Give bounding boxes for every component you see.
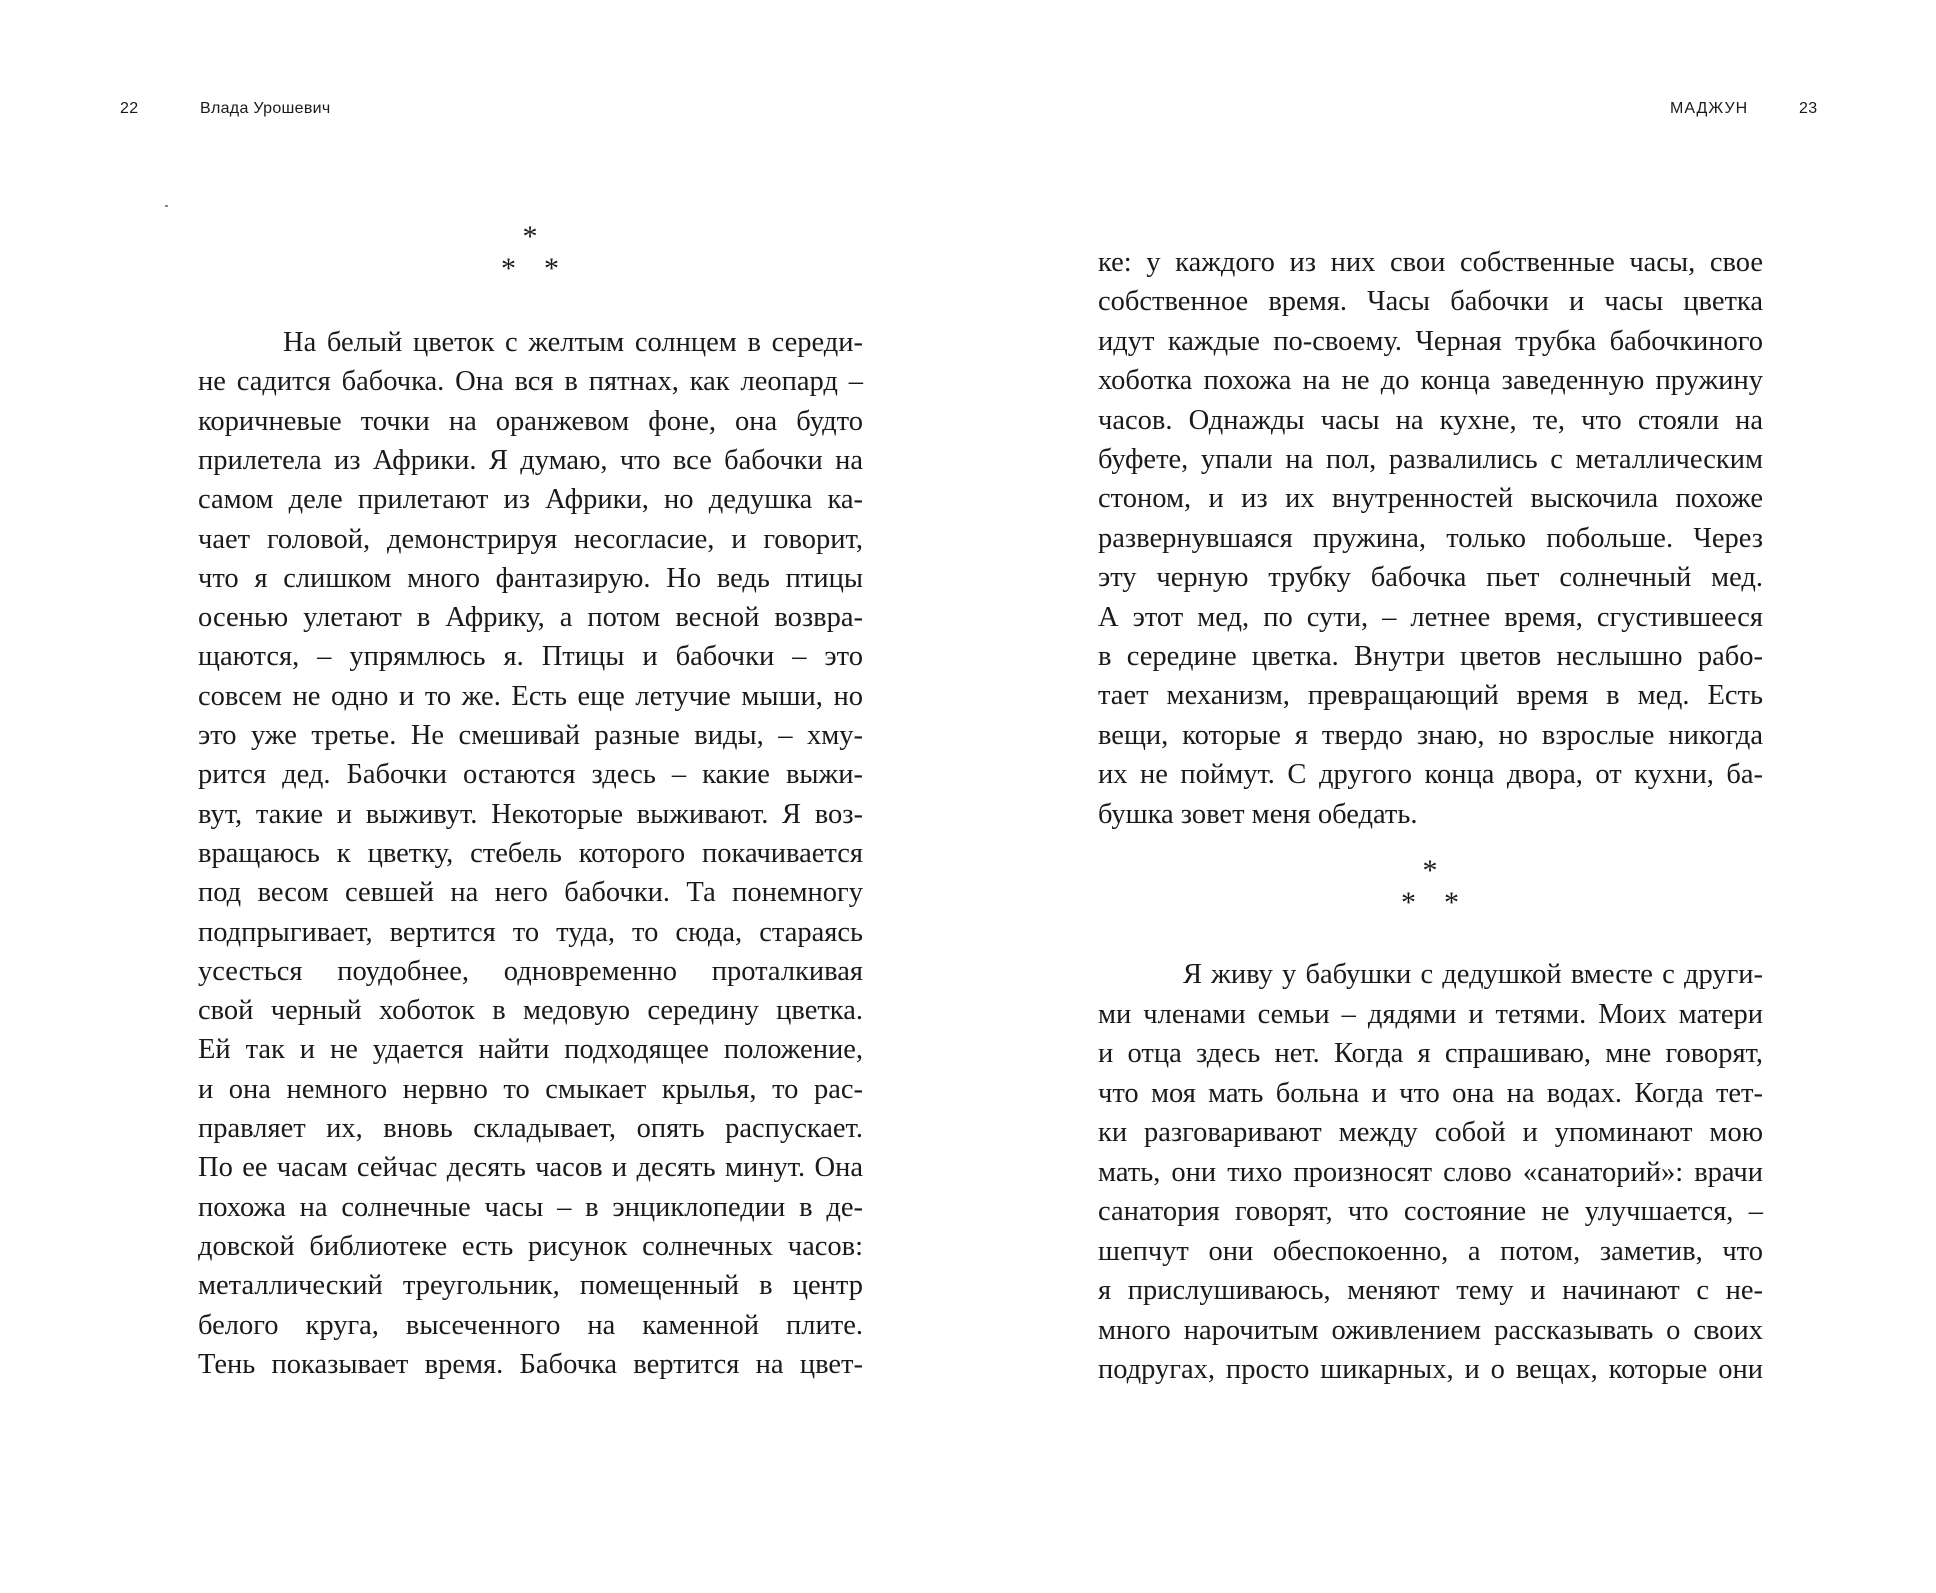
text-line: эту черную трубку бабочка пьет солнечный мед. <box>1098 562 1763 594</box>
text-line: вращаюсь к цветку, стебель которого покачивается <box>198 837 863 869</box>
text-line: осенью улетают в Африку, а потом весной возвра- <box>198 602 863 634</box>
text-line: мать, они тихо произносят слово «санаторий»: врачи <box>1098 1156 1763 1188</box>
text-line: стоном, и из их внутренностей выскочила похоже <box>1098 483 1763 515</box>
text-line: в середине цветка. Внутри цветов неслышно рабо- <box>1098 641 1763 672</box>
section-break-asterism <box>1370 856 1490 920</box>
text-line: свой черный хоботок в медовую середину цветка. <box>198 995 863 1027</box>
text-line: вут, такие и выживут. Некоторые выживают. Я воз- <box>198 798 863 830</box>
text-line: правляет их, вновь складывает, опять распускает. <box>198 1113 863 1144</box>
page-number-left: 22 <box>120 100 139 117</box>
text-line: я прислушиваюсь, меняют тему и начинают с не- <box>1098 1275 1763 1306</box>
text-line: щаются, – упрямлюсь я. Птицы и бабочки – это <box>198 641 863 673</box>
text-line: белого круга, высеченного на каменной плите. <box>198 1309 863 1341</box>
text-line: довской библиотеке есть рисунок солнечных часов: <box>198 1230 863 1262</box>
scan-speck <box>165 205 168 207</box>
text-line: чает головой, демонстрируя несогласие, и говорит, <box>198 523 863 555</box>
text-line: что моя мать больна и что она на водах. Когда тет- <box>1098 1077 1763 1109</box>
asterism-star: * <box>544 252 559 285</box>
asterism-star: * <box>501 252 516 285</box>
text-line: шепчут они обеспокоенно, а потом, заметив, что <box>1098 1235 1763 1267</box>
text-line: усесться поудобнее, одновременно проталкивая <box>198 955 863 987</box>
text-line: тает механизм, превращающий время в мед. Есть <box>1098 680 1763 712</box>
text-line: хоботка похожа на не до конца заведенную пружину <box>1098 365 1763 397</box>
text-line: рится дед. Бабочки остаются здесь – какие выжи- <box>198 759 863 791</box>
text-line: Тень показывает время. Бабочка вертится на цвет- <box>198 1348 863 1380</box>
text-line: похожа на солнечные часы – в энциклопедии в де- <box>198 1191 863 1223</box>
asterism-star: * <box>1444 886 1459 919</box>
text-line: не садится бабочка. Она вся в пятнах, как леопард – <box>198 366 863 398</box>
text-line: Ей так и не удается найти подходящее положение, <box>198 1034 863 1066</box>
text-line: ке: у каждого из них свои собственные часы, свое <box>1098 247 1763 278</box>
text-line: На белый цветок с желтым солнцем в середи- <box>283 327 863 358</box>
text-line: много нарочитым оживлением рассказывать о своих <box>1098 1314 1763 1346</box>
text-line: вещи, которые я твердо знаю, но взрослые никогда <box>1098 719 1763 751</box>
running-head-title: МАДЖУН <box>1670 100 1749 117</box>
text-line: подпрыгивает, вертится то туда, то сюда, стараясь <box>198 916 863 948</box>
text-line: развернувшаяся пружина, только побольше. Через <box>1098 522 1763 554</box>
text-line: санатория говорят, что состояние не улучшается, – <box>1098 1196 1763 1227</box>
text-line: собственное время. Часы бабочки и часы цветка <box>1098 286 1763 318</box>
text-line: А этот мед, по сути, – летнее время, сгустившееся <box>1098 601 1763 633</box>
running-head-author: Влада Урошевич <box>200 100 331 117</box>
text-line: бушка зовет меня обедать. <box>1098 798 1418 830</box>
text-line: совсем не одно и то же. Есть еще летучие мыши, но <box>198 680 863 712</box>
page-number-right: 23 <box>1799 100 1818 117</box>
text-line: По ее часам сейчас десять часов и десять минут. Она <box>198 1152 863 1184</box>
text-line: металлический треугольник, помещенный в центр <box>198 1270 863 1302</box>
text-line: их не поймут. С другого конца двора, от кухни, ба- <box>1098 759 1763 791</box>
text-line: ки разговаривают между собой и упоминают мою <box>1098 1117 1763 1148</box>
text-line: часов. Однажды часы на кухне, те, что стояли на <box>1098 404 1763 436</box>
text-line: буфете, упали на пол, развалились с металлическим <box>1098 444 1763 475</box>
text-line: ми членами семьи – дядями и тетями. Моих матери <box>1098 998 1763 1030</box>
text-line: это уже третье. Не смешивай разные виды, – хму- <box>198 720 863 751</box>
section-break-asterism <box>470 222 590 286</box>
text-line: подругах, просто шикарных, и о вещах, которые они <box>1098 1354 1763 1385</box>
text-line: что я слишком много фантазирую. Но ведь птицы <box>198 562 863 594</box>
text-line: коричневые точки на оранжевом фоне, она будто <box>198 405 863 437</box>
asterism-star: * <box>522 220 538 253</box>
text-line: Я живу у бабушки с дедушкой вместе с други- <box>1183 959 1763 990</box>
text-line: и отца здесь нет. Когда я спрашиваю, мне говорят, <box>1098 1038 1763 1069</box>
asterism-star: * <box>1401 886 1416 919</box>
asterism-star: * <box>1422 854 1438 887</box>
text-line: идут каждые по-своему. Черная трубка бабочкиного <box>1098 325 1763 357</box>
text-line: самом деле прилетают из Африки, но дедушка ка- <box>198 484 863 516</box>
text-line: под весом севшей на него бабочки. Та понемногу <box>198 877 863 909</box>
text-line: прилетела из Африки. Я думаю, что все бабочки на <box>198 444 863 476</box>
text-line: и она немного нервно то смыкает крылья, то рас- <box>198 1073 863 1105</box>
